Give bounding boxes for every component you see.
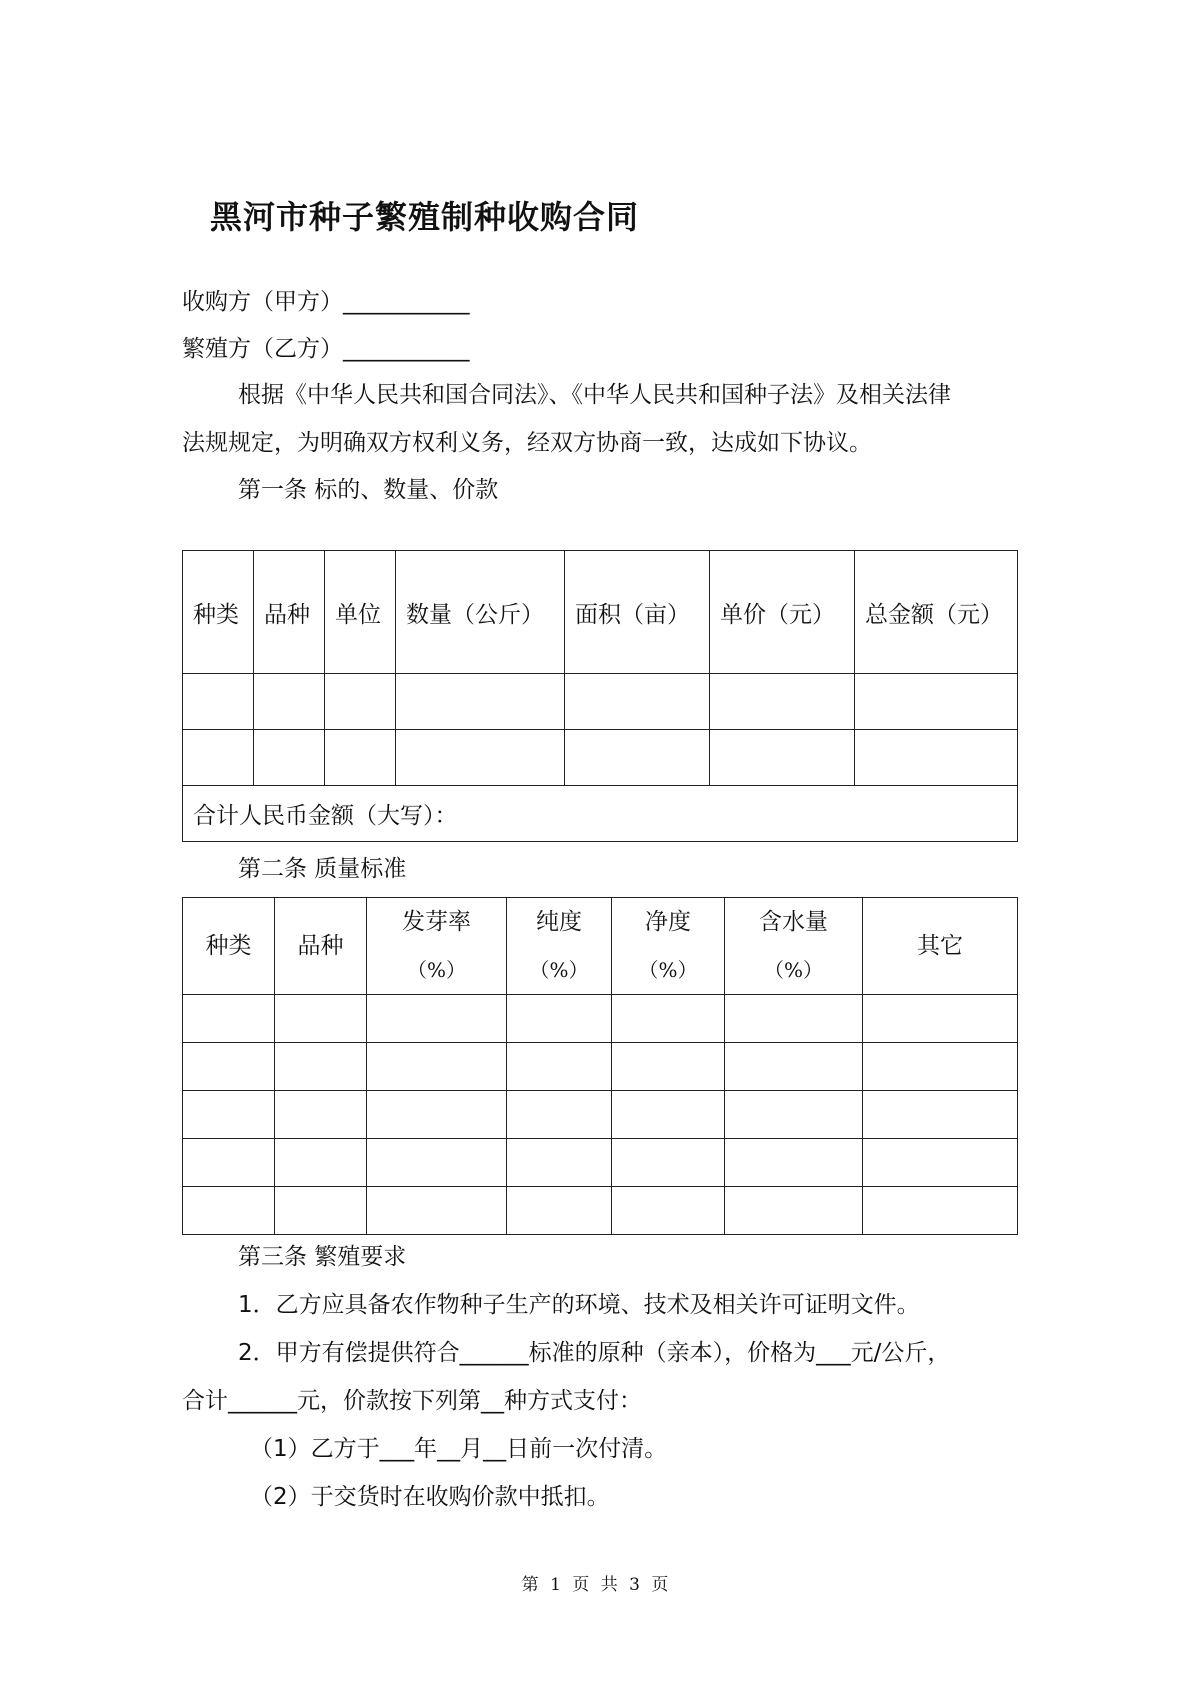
empty-cell xyxy=(855,674,1018,730)
empty-cell xyxy=(275,1187,367,1235)
table-row xyxy=(183,1187,1018,1235)
header-cell: 总金额（元） xyxy=(855,551,1018,674)
header-main: 含水量 xyxy=(759,909,828,935)
empty-cell xyxy=(725,1043,863,1091)
table-row xyxy=(183,730,1018,786)
intro-line-2: 法规规定，为明确双方权利义务，经双方协商一致，达成如下协议。 xyxy=(182,430,872,456)
empty-cell xyxy=(863,1043,1018,1091)
article3-heading: 第三条 繁殖要求 xyxy=(238,1244,407,1270)
empty-cell xyxy=(183,674,254,730)
header-cell: 面积（亩） xyxy=(565,551,710,674)
empty-cell xyxy=(507,1043,612,1091)
header-cell: 种类 xyxy=(183,551,254,674)
empty-cell xyxy=(725,1139,863,1187)
empty-cell xyxy=(565,674,710,730)
empty-cell xyxy=(367,1139,507,1187)
empty-cell xyxy=(325,730,396,786)
empty-cell xyxy=(396,730,565,786)
header-main: 品种 xyxy=(297,933,344,959)
empty-cell xyxy=(507,1091,612,1139)
article3-item2-line2: 合计______元，价款按下列第__种方式支付： xyxy=(182,1388,642,1414)
header-cell xyxy=(863,898,1018,995)
total-amount-label: 合计人民币金额（大写）： xyxy=(183,786,1018,842)
header-unit: （%） xyxy=(529,958,589,982)
empty-cell xyxy=(863,1091,1018,1139)
header-cell xyxy=(275,898,367,995)
empty-cell xyxy=(183,730,254,786)
empty-cell xyxy=(275,1091,367,1139)
total-row xyxy=(183,786,1018,842)
header-cell xyxy=(367,898,507,995)
empty-cell xyxy=(507,1187,612,1235)
header-unit: （%） xyxy=(406,958,466,982)
article1-heading: 第一条 标的、数量、价款 xyxy=(238,477,499,503)
empty-cell xyxy=(612,1139,725,1187)
header-cell: 单价（元） xyxy=(710,551,855,674)
table-row xyxy=(183,1139,1018,1187)
table-row xyxy=(183,995,1018,1043)
article2-heading: 第二条 质量标准 xyxy=(238,856,407,882)
header-main: 种类 xyxy=(205,933,252,959)
header-unit: （%） xyxy=(638,958,698,982)
empty-cell xyxy=(863,1139,1018,1187)
empty-cell xyxy=(725,995,863,1043)
empty-cell xyxy=(507,1139,612,1187)
article3-item2-line1: 2．甲方有偿提供符合______标准的原种（亲本），价格为___元/公斤， xyxy=(238,1340,951,1366)
header-cell: 单位 xyxy=(325,551,396,674)
contract-title: 黑河市种子繁殖制种收购合同 xyxy=(210,198,640,236)
party-a-line: 收购方（甲方）___________ xyxy=(182,289,470,315)
empty-cell xyxy=(325,674,396,730)
table-header-row xyxy=(183,551,1018,674)
empty-cell xyxy=(254,730,325,786)
quality-standard-table xyxy=(182,897,1018,1235)
header-main: 其它 xyxy=(917,933,963,959)
empty-cell xyxy=(275,1139,367,1187)
empty-cell xyxy=(183,995,275,1043)
payment-option-1: （1）乙方于___年__月__日前一次付清。 xyxy=(250,1436,668,1462)
empty-cell xyxy=(710,730,855,786)
empty-cell xyxy=(710,674,855,730)
header-cell xyxy=(507,898,612,995)
empty-cell xyxy=(183,1043,275,1091)
empty-cell xyxy=(275,995,367,1043)
table-row xyxy=(183,1091,1018,1139)
empty-cell xyxy=(183,1139,275,1187)
empty-cell xyxy=(863,1187,1018,1235)
empty-cell xyxy=(612,1091,725,1139)
header-cell: 数量（公斤） xyxy=(396,551,565,674)
table-header-row xyxy=(183,898,1018,995)
header-main: 纯度 xyxy=(536,909,582,935)
price-quantity-table xyxy=(182,550,1018,842)
table-row xyxy=(183,1043,1018,1091)
empty-cell xyxy=(367,1043,507,1091)
header-main: 发芽率 xyxy=(402,909,471,935)
empty-cell xyxy=(612,995,725,1043)
header-main: 净度 xyxy=(645,909,691,935)
payment-option-2: （2）于交货时在收购价款中抵扣。 xyxy=(250,1484,610,1510)
header-cell xyxy=(183,898,275,995)
empty-cell xyxy=(612,1043,725,1091)
empty-cell xyxy=(367,1091,507,1139)
empty-cell xyxy=(183,1091,275,1139)
empty-cell xyxy=(275,1043,367,1091)
empty-cell xyxy=(367,1187,507,1235)
header-cell xyxy=(612,898,725,995)
header-cell xyxy=(725,898,863,995)
intro-line-1: 根据《中华人民共和国合同法》、《中华人民共和国种子法》及相关法律 xyxy=(238,382,951,408)
empty-cell xyxy=(183,1187,275,1235)
empty-cell xyxy=(612,1187,725,1235)
empty-cell xyxy=(396,674,565,730)
empty-cell xyxy=(725,1091,863,1139)
empty-cell xyxy=(565,730,710,786)
header-unit: （%） xyxy=(763,958,823,982)
empty-cell xyxy=(855,730,1018,786)
empty-cell xyxy=(254,674,325,730)
page-number: 第 1 页 共 3 页 xyxy=(521,1575,669,1595)
empty-cell xyxy=(367,995,507,1043)
header-cell: 品种 xyxy=(254,551,325,674)
article3-item1: 1．乙方应具备农作物种子生产的环境、技术及相关许可证明文件。 xyxy=(238,1292,920,1318)
table-row xyxy=(183,674,1018,730)
empty-cell xyxy=(507,995,612,1043)
empty-cell xyxy=(863,995,1018,1043)
empty-cell xyxy=(725,1187,863,1235)
party-b-line: 繁殖方（乙方）___________ xyxy=(182,336,470,362)
